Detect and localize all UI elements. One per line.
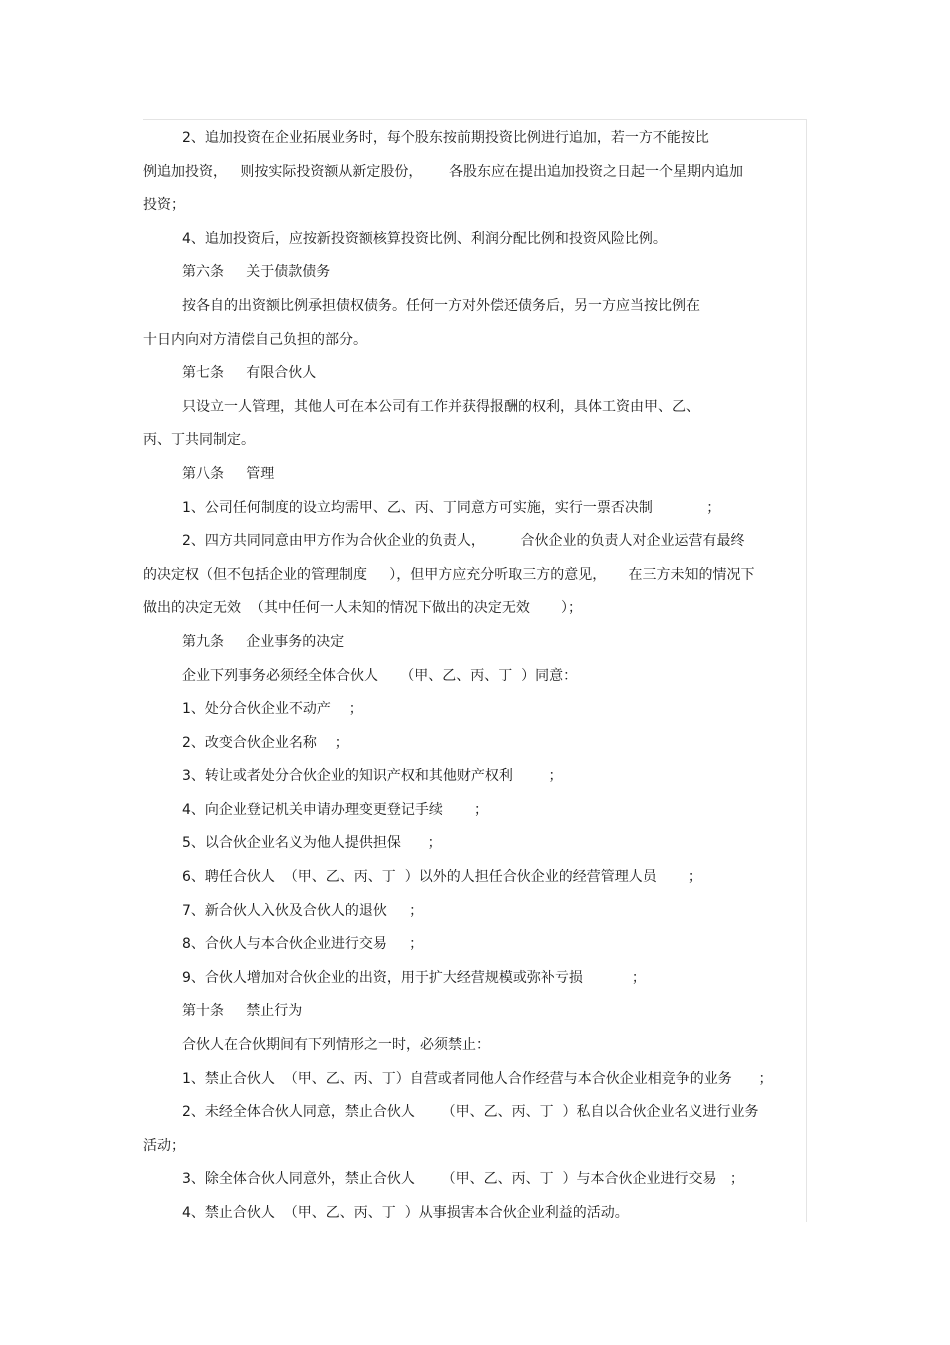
document-line: 第七条 有限合伙人 [182, 365, 317, 382]
document-line: 十日内向对方清偿自己负担的部分。 [143, 331, 367, 348]
document-line: 第八条 管理 [182, 465, 275, 482]
document-line: 2、追加投资在企业拓展业务时，每个股东按前期投资比例进行追加，若一方不能按比 [182, 130, 709, 146]
document-body [143, 126, 807, 1235]
document-line: 投资； [143, 197, 185, 214]
document-line: 按各自的出资额比例承担债权债务。任何一方对外偿还债务后，另一方应当按比例在 [182, 297, 700, 314]
document-line: 4、向企业登记机关申请办理变更登记手续 ； [182, 801, 489, 818]
document-line: 活动； [143, 1137, 185, 1154]
document-line: 第六条 关于债款债务 [182, 264, 331, 281]
document-line: 2、四方共同同意由甲方作为合伙企业的负责人， 合伙企业的负责人对企业运营有最终 [182, 533, 745, 550]
document-line: 3、除全体合伙人同意外，禁止合伙人 （甲、乙、丙、丁 ）与本合伙企业进行交易 ； [182, 1171, 744, 1188]
document-line: 3、转让或者处分合伙企业的知识产权和其他财产权利 ； [182, 768, 563, 785]
document-line: 6、聘任合伙人 （甲、乙、丙、丁 ）以外的人担任合伙企业的经营管理人员 ； [182, 869, 702, 886]
document-line: 4、追加投资后，应按新投资额核算投资比例、利润分配比例和投资风险比例。 [182, 230, 667, 247]
document-line: 4、禁止合伙人 （甲、乙、丙、丁 ）从事损害本合伙企业利益的活动。 [182, 1205, 629, 1221]
document-line: 5、以合伙企业名义为他人提供担保 ； [182, 835, 442, 852]
document-line: 1、禁止合伙人 （甲、乙、丙、丁）自营或者同他人合作经营与本合伙企业相竞争的业务 ； [182, 1070, 773, 1087]
document-line: 1、公司任何制度的设立均需甲、乙、丙、丁同意方可实施，实行一票否决制 ； [182, 499, 721, 516]
document-line: 1、处分合伙企业不动产 ； [182, 701, 363, 718]
document-line: 2、未经全体合伙人同意，禁止合伙人 （甲、乙、丙、丁 ）私自以合伙企业名义进行业务 [182, 1104, 759, 1121]
document-line: 第十条 禁止行为 [182, 1003, 303, 1020]
document-line: 7、新合伙人入伙及合伙人的退伙 ； [182, 902, 424, 919]
document-line: 例追加投资， 则按实际投资额从新定股份， 各股东应在提出追加投资之日起一个星期内追加 [143, 163, 744, 180]
document-line: 做出的决定无效 （其中任何一人未知的情况下做出的决定无效 ）； [143, 600, 583, 617]
document-line: 8、合伙人与本合伙企业进行交易 ； [182, 936, 424, 953]
document-line: 第九条 企业事务的决定 [182, 633, 345, 650]
document-line: 丙、丁共同制定。 [143, 432, 255, 449]
document-line: 的决定权（但不包括企业的管理制度 ），但甲方应充分听取三方的意见， 在三方未知的情况下 [143, 566, 755, 583]
document-line: 合伙人在合伙期间有下列情形之一时，必须禁止： [182, 1037, 490, 1054]
document-line: 企业下列事务必须经全体合伙人 （甲、乙、丙、丁 ）同意： [182, 667, 578, 684]
document-line: 2、改变合伙企业名称 ； [182, 734, 349, 751]
document-line: 只设立一人管理，其他人可在本公司有工作并获得报酬的权利，具体工资由甲、乙、 [182, 398, 700, 415]
document-line: 9、合伙人增加对合伙企业的出资，用于扩大经营规模或弥补亏损 ； [182, 969, 646, 986]
